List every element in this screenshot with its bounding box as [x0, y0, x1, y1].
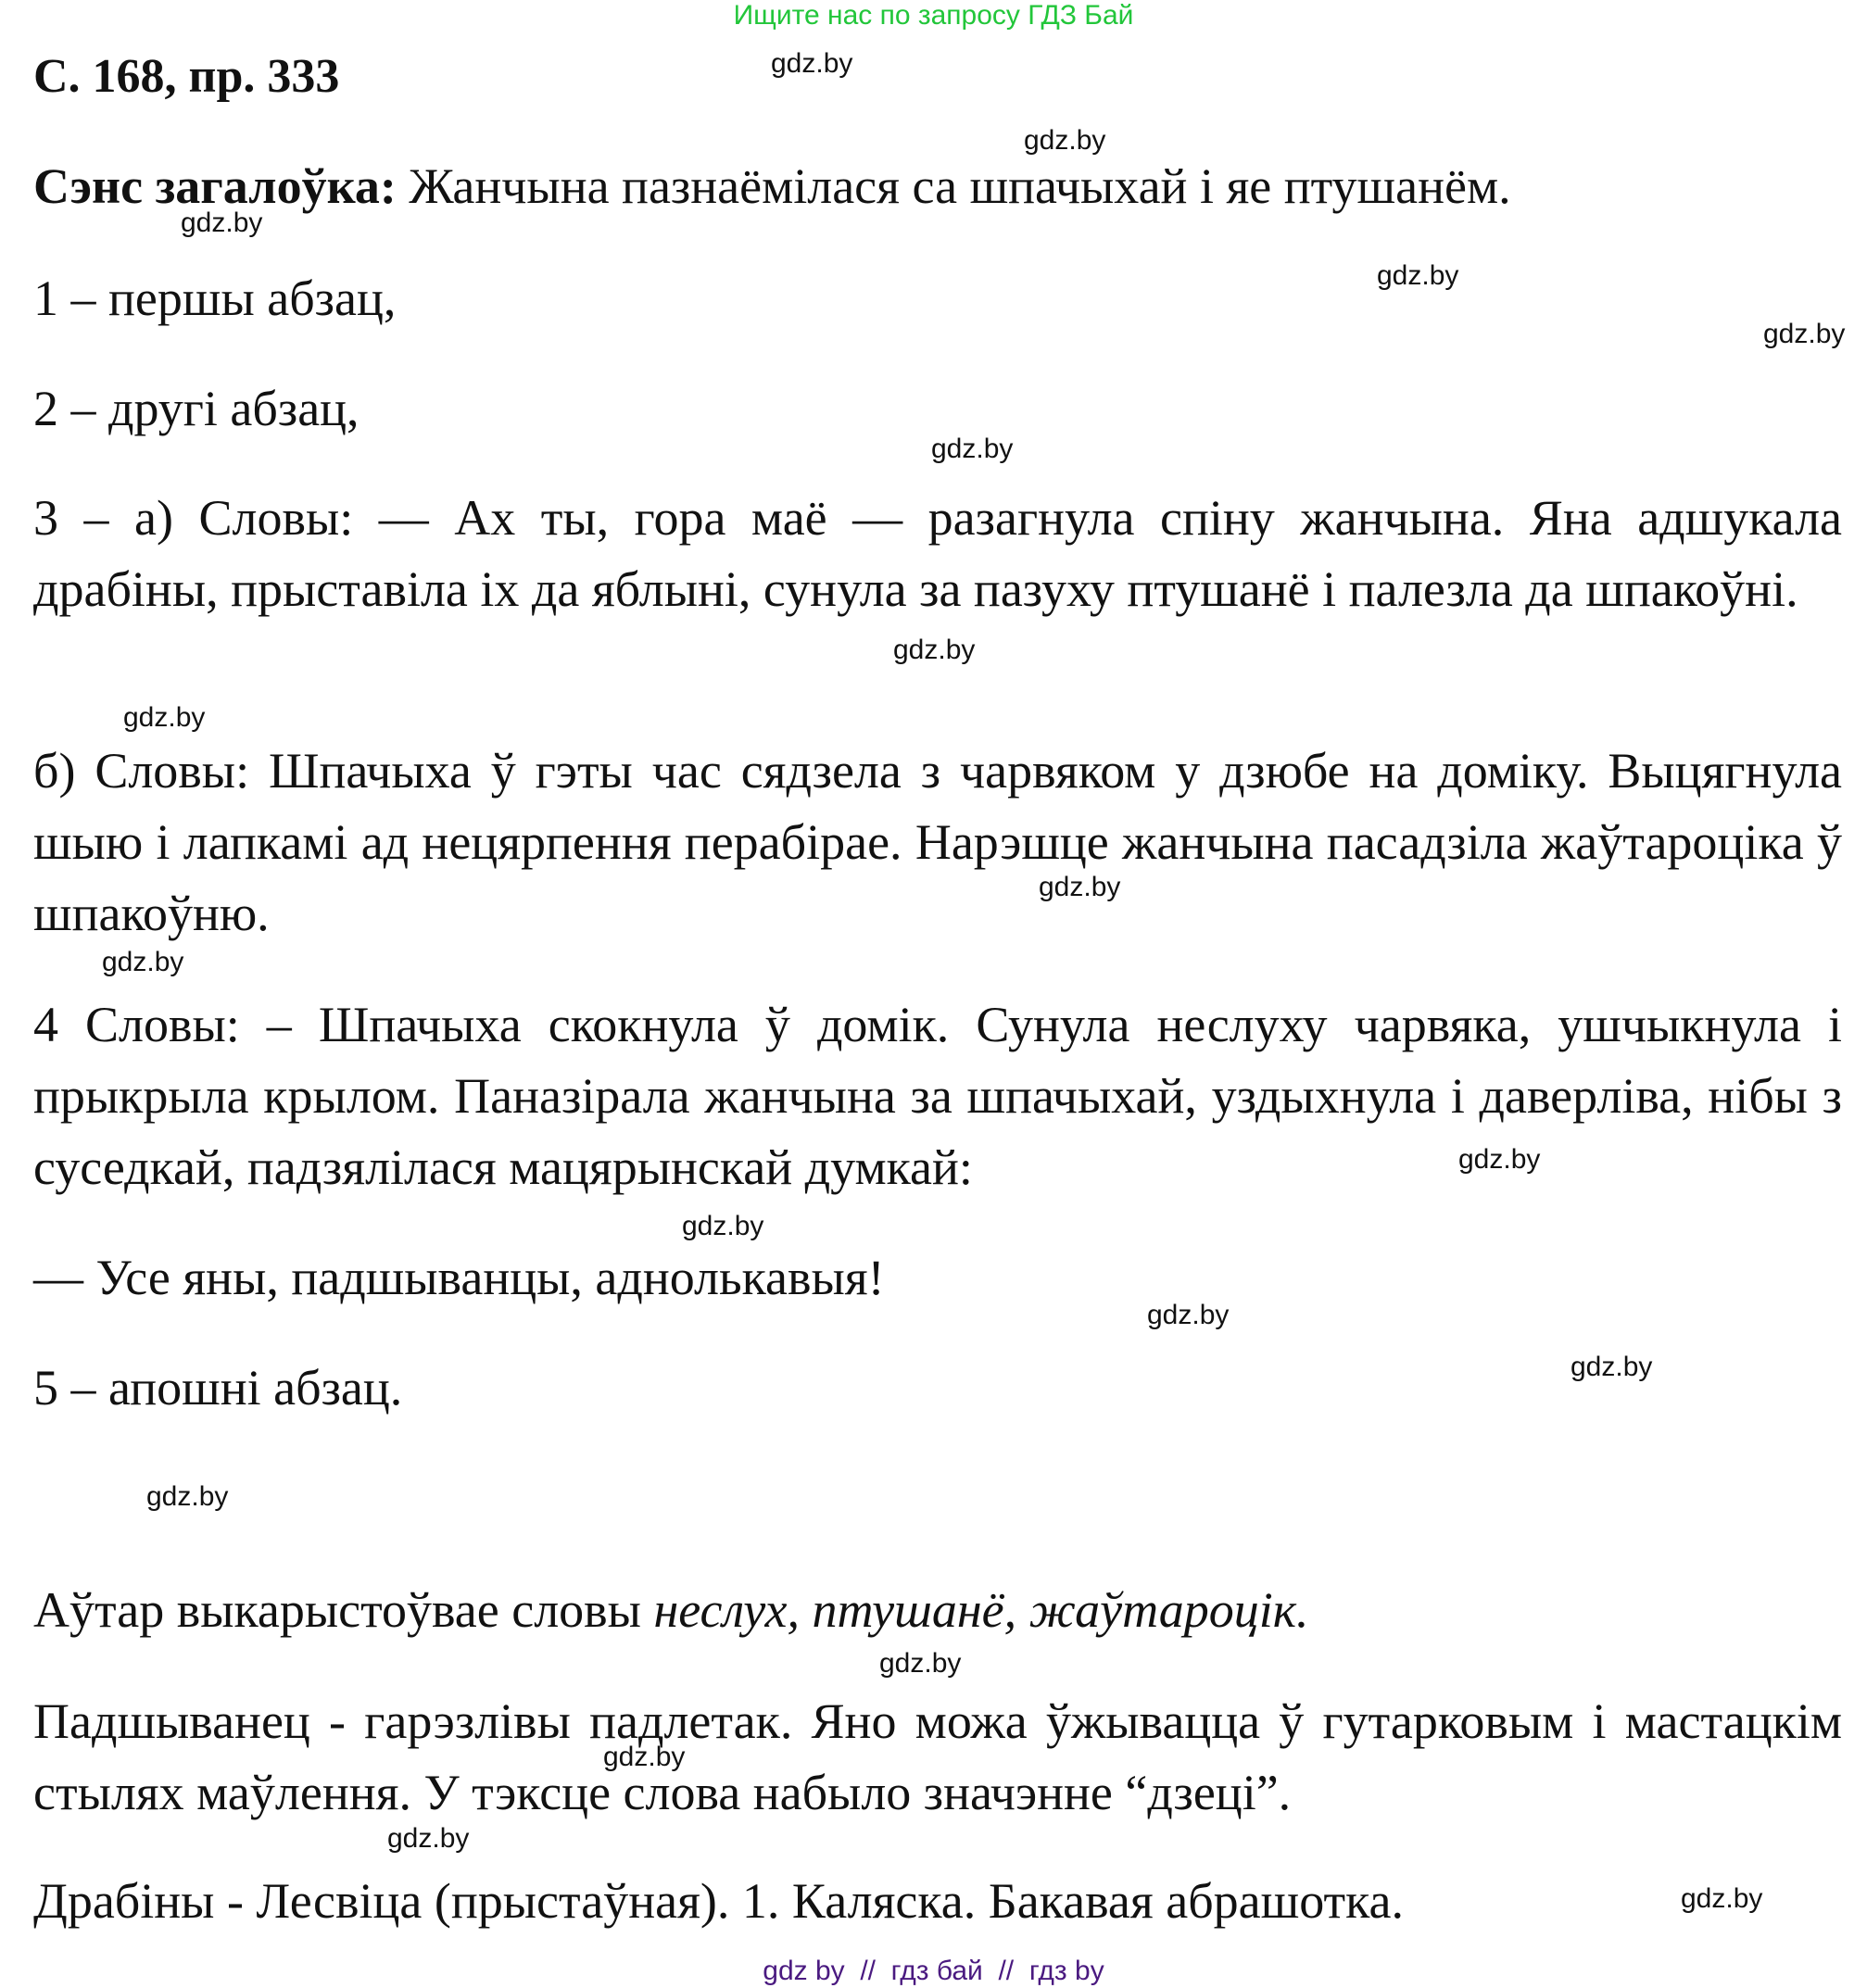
title-meaning	[33, 151, 1842, 222]
watermark: gdz.by	[603, 1742, 686, 1772]
item-3a: 3 – а) Словы: — Ах ты, гора маё — разагнула спіну жанчына. Яна адшукала драбіны, прыставіла іх да яблыні, сунула за пазуху птушанё і палезла да шпакоўні.	[33, 490, 1842, 617]
definition-drabiny: Драбіны - Лесвіца (прыстаўная). 1. Каляска. Бакавая абрашотка.	[33, 1873, 1404, 1929]
watermark: gdz.by	[931, 434, 1014, 464]
watermark: gdz.by	[123, 702, 206, 733]
watermark: gdz.by	[879, 1648, 962, 1679]
watermark: gdz.by	[146, 1481, 229, 1512]
author-words-list: неслух, птушанё, жаўтароцік.	[653, 1582, 1309, 1638]
watermark: gdz.by	[102, 947, 184, 977]
watermark: gdz.by	[1039, 872, 1121, 902]
item-2: 2 – другі абзац,	[33, 381, 360, 436]
watermark: gdz.by	[1147, 1300, 1230, 1330]
watermark: gdz.by	[1377, 260, 1459, 291]
title-meaning-text: Жанчына пазнаёмілася са шпачыхай і яе птушанём.	[396, 158, 1511, 214]
watermark: gdz.by	[893, 635, 976, 665]
quote: — Усе яны, падшыванцы, аднолькавыя!	[33, 1250, 885, 1305]
watermark: gdz.by	[1571, 1352, 1653, 1382]
watermark: gdz.by	[771, 48, 853, 79]
definition-padshyvanets: Падшыванец - гарэзлівы падлетак. Яно можа ўжывацца ў гутарковым і мастацкім стылях маўлення. У тэксце слова набыло значэнне “дзеці”.	[33, 1693, 1842, 1820]
item-4: 4 Словы: – Шпачыха скокнула ў домік. Сунула неслуху чарвяка, ушчыкнула і прыкрыла крылом. Паназірала жанчына за шпачыхай, уздыхнула і даверліва, нібы з суседкай, падзялілася мацярынскай думкай:	[33, 997, 1842, 1195]
watermark: gdz.by	[387, 1823, 470, 1854]
title-meaning-label: Сэнс загалоўка:	[33, 158, 397, 214]
item-5: 5 – апошні абзац.	[33, 1360, 403, 1416]
author-words-prefix: Аўтар выкарыстоўвае словы	[33, 1582, 654, 1638]
watermark: gdz.by	[682, 1211, 764, 1241]
item-3b: б) Словы: Шпачыха ў гэты час сядзела з чарвяком у дзюбе на доміку. Выцягнула шыю і лапкамі ад нецярпення перабірае. Нарэшце жанчына пасадзіла жаўтароціка ў шпакоўню.	[33, 743, 1842, 941]
watermark: gdz.by	[1024, 125, 1106, 156]
watermark: gdz.by	[1458, 1144, 1541, 1175]
footer-links: gdz by // гдз бай // гдз by	[763, 1956, 1104, 1986]
author-words	[33, 1575, 1842, 1646]
watermark: gdz.by	[1763, 319, 1846, 349]
item-1: 1 – першы абзац,	[33, 271, 397, 326]
search-promo-banner: Ищите нас по запросу ГДЗ Бай	[733, 0, 1134, 31]
watermark: gdz.by	[181, 208, 263, 238]
page-title: С. 168, пр. 333	[33, 50, 340, 103]
watermark: gdz.by	[1681, 1883, 1763, 1914]
